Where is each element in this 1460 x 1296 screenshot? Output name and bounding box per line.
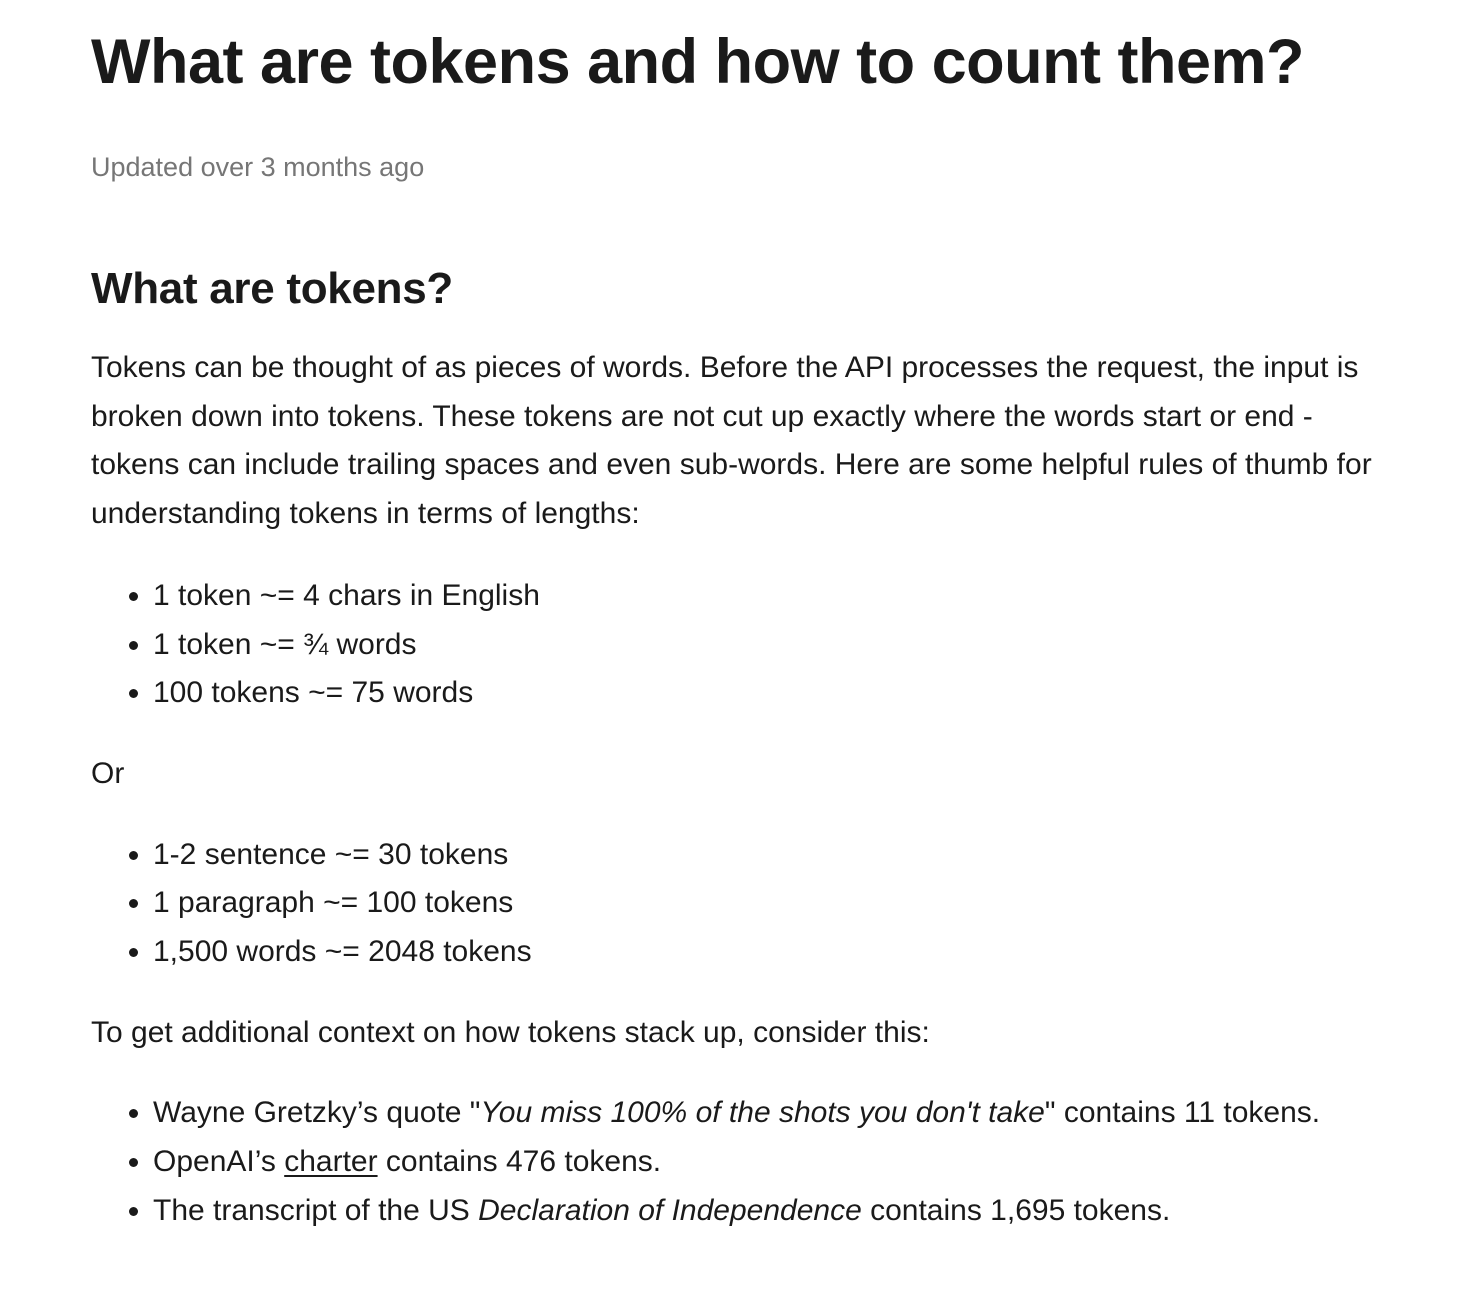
updated-timestamp: Updated over 3 months ago [91, 152, 425, 182]
list-item-gretzky [153, 1089, 1381, 1138]
list-item: • 1 token ~= ¾ words [153, 621, 1381, 670]
declaration-text-after: contains 1,695 tokens. [861, 1193, 1171, 1227]
gretzky-text-before: Wayne Gretzky’s quote " [153, 1096, 481, 1130]
rules-list-b [91, 831, 1381, 977]
charter-text-after: contains 476 tokens. [377, 1145, 662, 1179]
list-item: • 1 paragraph ~= 100 tokens [153, 879, 1381, 928]
gretzky-quote: You miss 100% of the shots you don't take [480, 1096, 1045, 1130]
list-item: • 1-2 sentence ~= 30 tokens [153, 831, 1381, 880]
list-item: • 1 token ~= 4 chars in English [153, 572, 1381, 621]
declaration-title: Declaration of Independence [478, 1193, 862, 1227]
declaration-text-before: The transcript of the US [153, 1193, 479, 1227]
context-paragraph: To get additional context on how tokens stack up, consider this: [91, 1015, 930, 1049]
or-paragraph: Or [91, 756, 125, 790]
list-item: • 1,500 words ~= 2048 tokens [153, 928, 1381, 977]
page-title: What are tokens and how to count them? [91, 27, 1305, 97]
article [91, 0, 1381, 1236]
examples-list [91, 1089, 1381, 1235]
section-heading: What are tokens? [91, 264, 453, 313]
list-item: • 100 tokens ~= 75 words [153, 669, 1381, 718]
charter-text-before: OpenAI’s [153, 1145, 285, 1179]
list-item-charter [153, 1138, 1381, 1187]
rules-list-a [91, 572, 1381, 718]
list-item-declaration [153, 1187, 1381, 1236]
intro-paragraph: Tokens can be thought of as pieces of words. Before the API processes the request, the input is broken down into tokens. These tokens are not cut up exactly where the words start or end - tokens can include trailing spaces and even sub-words. Here are some helpful rules of thumb for understanding tokens in terms of lengths: [91, 351, 1372, 531]
charter-link[interactable]: charter [284, 1145, 378, 1179]
gretzky-text-after: " contains 11 tokens. [1044, 1096, 1321, 1130]
